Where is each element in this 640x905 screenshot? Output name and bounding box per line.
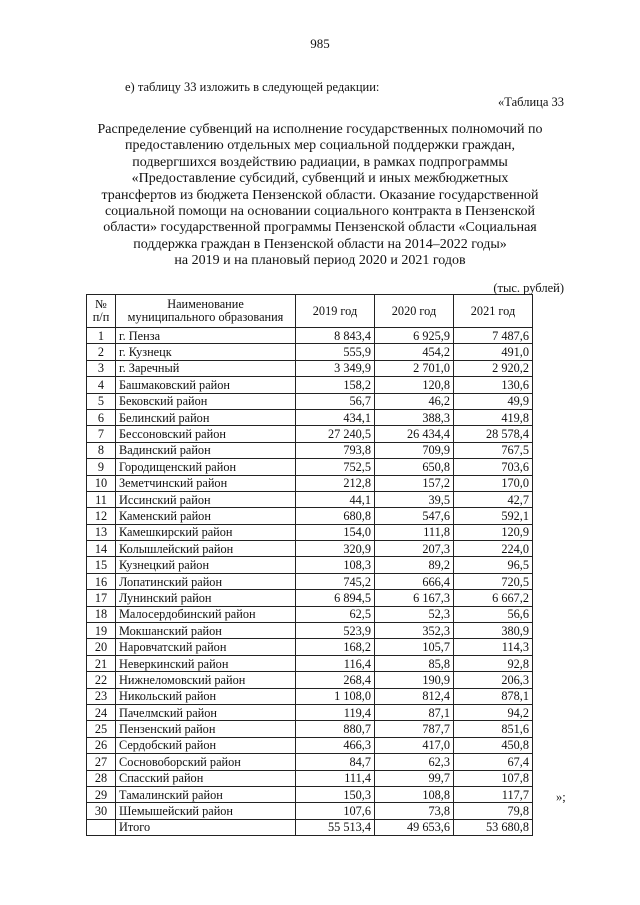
value-2020: 787,7 — [375, 721, 454, 737]
table-row — [87, 409, 533, 425]
row-number: 4 — [87, 377, 116, 393]
value-2019: 3 349,9 — [296, 360, 375, 376]
value-2021: 117,7 — [454, 786, 533, 802]
value-2019: 8 843,4 — [296, 328, 375, 344]
value-2021: 79,8 — [454, 803, 533, 819]
header-municipality-line: муниципального образования — [127, 310, 284, 324]
row-number: 27 — [87, 754, 116, 770]
value-2020: 89,2 — [375, 557, 454, 573]
table-header-row — [87, 295, 533, 328]
value-2019: 116,4 — [296, 655, 375, 671]
value-2019: 111,4 — [296, 770, 375, 786]
header-number-line: п/п — [92, 310, 110, 324]
municipality-name: Никольский район — [116, 688, 296, 704]
total-number-cell — [87, 819, 116, 835]
title-line: социальной помощи на основании социального контракта в Пензенской — [104, 204, 536, 220]
municipality-name: Пензенский район — [116, 721, 296, 737]
value-2021: 96,5 — [454, 557, 533, 573]
value-2021: 206,3 — [454, 672, 533, 688]
municipality-name: г. Заречный — [116, 360, 296, 376]
table-row — [87, 803, 533, 819]
value-2020: 709,9 — [375, 442, 454, 458]
municipality-name: Каменский район — [116, 508, 296, 524]
value-2020: 46,2 — [375, 393, 454, 409]
municipality-name: Кузнецкий район — [116, 557, 296, 573]
value-2021: 56,6 — [454, 606, 533, 622]
value-2021: 491,0 — [454, 344, 533, 360]
municipality-name: Малосердобинский район — [116, 606, 296, 622]
total-label: Итого — [116, 819, 296, 835]
table-row — [87, 393, 533, 409]
value-2021: 6 667,2 — [454, 590, 533, 606]
row-number: 12 — [87, 508, 116, 524]
value-2020: 39,5 — [375, 491, 454, 507]
row-number: 17 — [87, 590, 116, 606]
value-2021: 7 487,6 — [454, 328, 533, 344]
row-number: 1 — [87, 328, 116, 344]
table-row — [87, 491, 533, 507]
municipality-name: Белинский район — [116, 409, 296, 425]
table-row — [87, 623, 533, 639]
row-number: 15 — [87, 557, 116, 573]
value-2020: 99,7 — [375, 770, 454, 786]
header-municipality-line: Наименование — [167, 297, 244, 311]
header-number-line: № — [95, 297, 107, 311]
table-row — [87, 557, 533, 573]
value-2020: 547,6 — [375, 508, 454, 524]
row-number: 9 — [87, 459, 116, 475]
municipality-name: Камешкирский район — [116, 524, 296, 540]
value-2021: 851,6 — [454, 721, 533, 737]
municipality-name: Лопатинский район — [116, 573, 296, 589]
value-2021: 114,3 — [454, 639, 533, 655]
table-row — [87, 606, 533, 622]
total-2021: 53 680,8 — [454, 819, 533, 835]
value-2020: 352,3 — [375, 623, 454, 639]
value-2019: 84,7 — [296, 754, 375, 770]
intro-text: е) таблицу 33 изложить в следующей редакции: — [125, 80, 380, 94]
value-2020: 26 434,4 — [375, 426, 454, 442]
value-2020: 85,8 — [375, 655, 454, 671]
value-2019: 555,9 — [296, 344, 375, 360]
table-row — [87, 672, 533, 688]
municipality-name: Лунинский район — [116, 590, 296, 606]
table-row — [87, 573, 533, 589]
title-line: на 2019 и на плановый период 2020 и 2021 годов — [174, 253, 466, 269]
municipality-name: Тамалинский район — [116, 786, 296, 802]
value-2021: 130,6 — [454, 377, 533, 393]
table-row — [87, 475, 533, 491]
table-body — [87, 328, 533, 820]
value-2019: 154,0 — [296, 524, 375, 540]
header-2019: 2019 год — [296, 295, 375, 328]
value-2019: 1 108,0 — [296, 688, 375, 704]
row-number: 7 — [87, 426, 116, 442]
value-2020: 666,4 — [375, 573, 454, 589]
value-2019: 466,3 — [296, 737, 375, 753]
municipality-name: Сосновоборский район — [116, 754, 296, 770]
value-2021: 380,9 — [454, 623, 533, 639]
table-row — [87, 770, 533, 786]
value-2021: 767,5 — [454, 442, 533, 458]
table-row — [87, 590, 533, 606]
header-2021: 2021 год — [454, 295, 533, 328]
table-row — [87, 704, 533, 720]
row-number: 28 — [87, 770, 116, 786]
value-2019: 793,8 — [296, 442, 375, 458]
value-2019: 434,1 — [296, 409, 375, 425]
value-2021: 2 920,2 — [454, 360, 533, 376]
table-row — [87, 721, 533, 737]
value-2020: 52,3 — [375, 606, 454, 622]
municipality-name: Пачелмский район — [116, 704, 296, 720]
row-number: 30 — [87, 803, 116, 819]
value-2019: 119,4 — [296, 704, 375, 720]
value-2021: 94,2 — [454, 704, 533, 720]
value-2019: 150,3 — [296, 786, 375, 802]
value-2021: 170,0 — [454, 475, 533, 491]
municipality-name: Башмаковский район — [116, 377, 296, 393]
value-2020: 87,1 — [375, 704, 454, 720]
row-number: 29 — [87, 786, 116, 802]
municipality-name: Мокшанский район — [116, 623, 296, 639]
value-2021: 720,5 — [454, 573, 533, 589]
row-number: 8 — [87, 442, 116, 458]
table-row — [87, 754, 533, 770]
row-number: 14 — [87, 541, 116, 557]
row-number: 23 — [87, 688, 116, 704]
value-2019: 168,2 — [296, 639, 375, 655]
municipality-name: Наровчатский район — [116, 639, 296, 655]
table-row — [87, 328, 533, 344]
value-2020: 157,2 — [375, 475, 454, 491]
title-line: подвергшихся воздействию радиации, в рамках подпрограммы — [132, 154, 508, 170]
table-row — [87, 442, 533, 458]
value-2019: 880,7 — [296, 721, 375, 737]
header-municipality — [116, 295, 296, 328]
row-number: 10 — [87, 475, 116, 491]
value-2020: 454,2 — [375, 344, 454, 360]
title-line: Распределение субвенций на исполнение государственных полномочий по — [97, 122, 543, 137]
value-2019: 745,2 — [296, 573, 375, 589]
value-2020: 111,8 — [375, 524, 454, 540]
value-2019: 523,9 — [296, 623, 375, 639]
total-row — [87, 819, 533, 835]
table-row — [87, 344, 533, 360]
value-2021: 450,8 — [454, 737, 533, 753]
closing-quote: »; — [556, 790, 566, 804]
value-2020: 108,8 — [375, 786, 454, 802]
value-2020: 2 701,0 — [375, 360, 454, 376]
value-2021: 92,8 — [454, 655, 533, 671]
value-2019: 44,1 — [296, 491, 375, 507]
row-number: 20 — [87, 639, 116, 655]
table-row — [87, 737, 533, 753]
table-row — [87, 459, 533, 475]
table-row — [87, 524, 533, 540]
value-2021: 67,4 — [454, 754, 533, 770]
row-number: 16 — [87, 573, 116, 589]
value-2021: 592,1 — [454, 508, 533, 524]
table-row — [87, 786, 533, 802]
table-row — [87, 688, 533, 704]
header-number — [87, 295, 116, 328]
municipality-name: Вадинский район — [116, 442, 296, 458]
total-2019: 55 513,4 — [296, 819, 375, 835]
row-number: 11 — [87, 491, 116, 507]
table-row — [87, 508, 533, 524]
row-number: 21 — [87, 655, 116, 671]
value-2019: 158,2 — [296, 377, 375, 393]
value-2020: 207,3 — [375, 541, 454, 557]
municipality-name: Неверкинский район — [116, 655, 296, 671]
value-2019: 752,5 — [296, 459, 375, 475]
municipality-name: Колышлейский район — [116, 541, 296, 557]
value-2020: 6 167,3 — [375, 590, 454, 606]
value-2019: 6 894,5 — [296, 590, 375, 606]
value-2020: 105,7 — [375, 639, 454, 655]
title-line: «Предоставление субсидий, субвенций и иных межбюджетных — [131, 171, 509, 187]
value-2020: 812,4 — [375, 688, 454, 704]
table-row — [87, 541, 533, 557]
value-2019: 107,6 — [296, 803, 375, 819]
header-2020: 2020 год — [375, 295, 454, 328]
municipality-name: г. Пенза — [116, 328, 296, 344]
value-2021: 224,0 — [454, 541, 533, 557]
value-2019: 56,7 — [296, 393, 375, 409]
municipality-name: Сердобский район — [116, 737, 296, 753]
value-2019: 320,9 — [296, 541, 375, 557]
municipality-name: Спасский район — [116, 770, 296, 786]
value-2019: 268,4 — [296, 672, 375, 688]
value-2021: 42,7 — [454, 491, 533, 507]
value-2020: 388,3 — [375, 409, 454, 425]
row-number: 25 — [87, 721, 116, 737]
total-2020: 49 653,6 — [375, 819, 454, 835]
value-2021: 878,1 — [454, 688, 533, 704]
row-number: 18 — [87, 606, 116, 622]
municipality-name: Городищенский район — [116, 459, 296, 475]
value-2021: 120,9 — [454, 524, 533, 540]
row-number: 6 — [87, 409, 116, 425]
value-2020: 62,3 — [375, 754, 454, 770]
row-number: 3 — [87, 360, 116, 376]
value-2021: 49,9 — [454, 393, 533, 409]
municipality-name: г. Кузнецк — [116, 344, 296, 360]
municipality-name: Земетчинский район — [116, 475, 296, 491]
value-2021: 419,8 — [454, 409, 533, 425]
value-2020: 73,8 — [375, 803, 454, 819]
row-number: 19 — [87, 623, 116, 639]
title-line: области» государственной программы Пензенской области «Социальная — [103, 220, 537, 236]
table-row — [87, 426, 533, 442]
value-2019: 27 240,5 — [296, 426, 375, 442]
title-line: предоставлению отдельных мер социальной поддержки граждан, — [124, 138, 516, 154]
table-title — [60, 122, 580, 270]
row-number: 22 — [87, 672, 116, 688]
municipality-name: Иссинский район — [116, 491, 296, 507]
value-2020: 190,9 — [375, 672, 454, 688]
table-row — [87, 377, 533, 393]
page-number: 985 — [310, 36, 330, 51]
value-2019: 212,8 — [296, 475, 375, 491]
row-number: 5 — [87, 393, 116, 409]
value-2021: 28 578,4 — [454, 426, 533, 442]
municipality-name: Бековский район — [116, 393, 296, 409]
row-number: 2 — [87, 344, 116, 360]
value-2021: 107,8 — [454, 770, 533, 786]
municipality-name: Шемышейский район — [116, 803, 296, 819]
row-number: 13 — [87, 524, 116, 540]
value-2020: 6 925,9 — [375, 328, 454, 344]
units-label: (тыс. рублей) — [493, 281, 564, 295]
value-2020: 120,8 — [375, 377, 454, 393]
title-line: поддержка граждан в Пензенской области на 2014–2022 годы» — [133, 236, 507, 252]
municipality-name: Бессоновский район — [116, 426, 296, 442]
title-line: трансфертов из бюджета Пензенской области. Оказание государственной — [101, 187, 539, 203]
row-number: 24 — [87, 704, 116, 720]
value-2020: 650,8 — [375, 459, 454, 475]
value-2019: 108,3 — [296, 557, 375, 573]
value-2019: 62,5 — [296, 606, 375, 622]
subvention-table — [86, 294, 533, 836]
value-2021: 703,6 — [454, 459, 533, 475]
row-number: 26 — [87, 737, 116, 753]
municipality-name: Нижнеломовский район — [116, 672, 296, 688]
table-reference: «Таблица 33 — [498, 95, 564, 109]
value-2019: 680,8 — [296, 508, 375, 524]
table-row — [87, 655, 533, 671]
table-row — [87, 639, 533, 655]
value-2020: 417,0 — [375, 737, 454, 753]
table-row — [87, 360, 533, 376]
